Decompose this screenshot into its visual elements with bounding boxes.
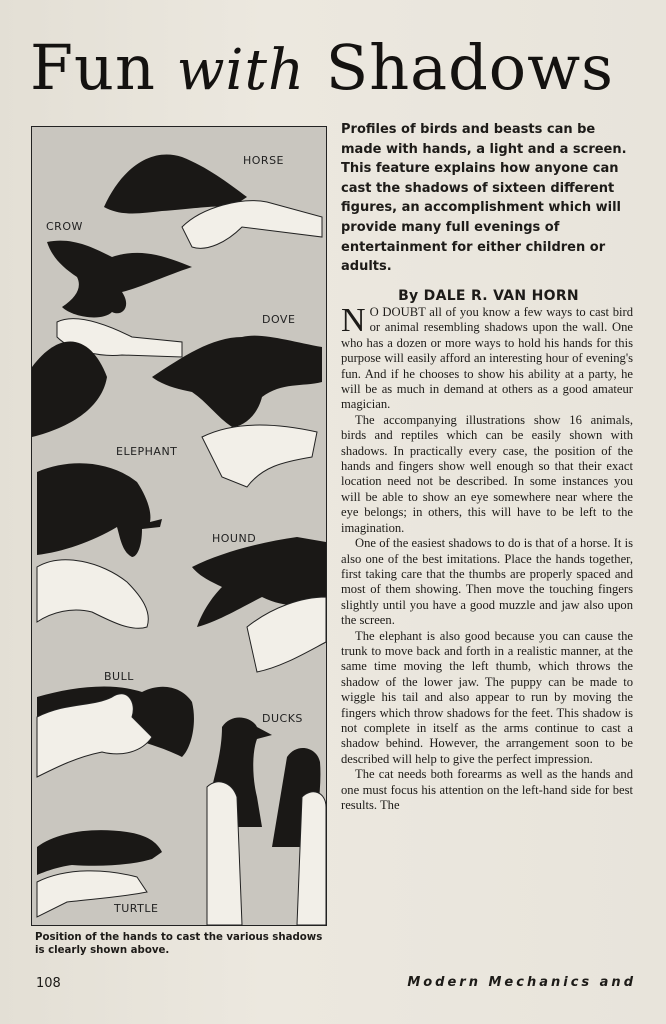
article-paragraph: The elephant is also good because you can cause the trunk to move back and forth in a realistic manner, at the same time moving the left thumb, which throws the shadow of the lower jaw. The puppy can be made to wiggle his tail and also appear to run by moving the fingers which throw shadows for the feet. This shadow is not complete in itself as the arms continue to cast a shadow behind. However, the arrangement soon to be described will help to give the perfect impression. — [341, 628, 633, 766]
article-byline: By DALE R. VAN HORN — [398, 288, 579, 304]
article-intro: Profiles of birds and beasts can be made with hands, a light and a screen. This feature explains how anyone can cast the shadows of sixteen different figures, an accomplishment which will provide many full evenings of entertainment for either children or adults. — [341, 122, 627, 275]
label-bull: BULL — [104, 670, 134, 683]
elephant-hands — [37, 560, 148, 629]
title-shadows: Shadows — [305, 31, 614, 104]
article-body — [341, 302, 633, 813]
label-turtle: TURTLE — [114, 902, 159, 915]
label-dove: DOVE — [262, 313, 296, 326]
figure-caption: Position of the hands to cast the various shadows is clearly shown above. — [35, 932, 323, 956]
shadow-figure — [31, 126, 327, 926]
ducks-hands — [207, 782, 326, 925]
hound-hands — [247, 597, 326, 672]
label-horse: HORSE — [243, 154, 285, 167]
crow-arm — [32, 342, 107, 437]
article-paragraph: One of the easiest shadows to do is that of a horse. It is also one of the best imitations. Place the hands together, first taking care that the thumbs are properly spaced and most of them showing. Then move the touching fingers slightly until you have a good muzzle and jaw also upon the screen. — [341, 536, 633, 628]
label-crow: CROW — [46, 220, 83, 233]
paragraph-text: O DOUBT all of you know a few ways to cast bird or animal resembling shadows upon the wall. One who has a dozen or more ways to hold his hands for this purpose will easily afford an interesting hour of evening's fun. And if he chooses to show his ability at a party, he will be as much in demand at others as a good amateur magician. — [341, 305, 633, 412]
article-paragraph: The cat needs both forearms as well as the hands and one must focus his attention on the left-hand side for best results. The — [341, 767, 633, 812]
label-hound: HOUND — [212, 532, 257, 545]
shadow-illustration — [32, 127, 326, 925]
page-title — [30, 26, 640, 110]
title-fun: Fun — [30, 31, 177, 104]
article-paragraph — [341, 302, 633, 413]
label-elephant: ELEPHANT — [116, 445, 178, 458]
title-with: with — [176, 38, 306, 103]
page-number: 108 — [36, 976, 61, 991]
drop-cap: N — [341, 302, 366, 339]
turtle-shadow — [37, 830, 162, 875]
article-paragraph: The accompanying illustrations show 16 animals, birds and reptiles which can be easily shown with shadows. In practically every case, the position of the hands and fingers show well enough so that their exact location need not be described. In some instances you will be able to show an eye somewhere near where the eye belongs; in others, this will have to be left to the imagination. — [341, 412, 633, 535]
crow-shadow — [47, 241, 192, 318]
magazine-name: Modern Mechanics and — [407, 975, 636, 990]
elephant-shadow — [37, 463, 162, 557]
dove-hands — [202, 425, 317, 487]
horse-hands — [182, 201, 322, 249]
label-ducks: DUCKS — [262, 712, 303, 725]
